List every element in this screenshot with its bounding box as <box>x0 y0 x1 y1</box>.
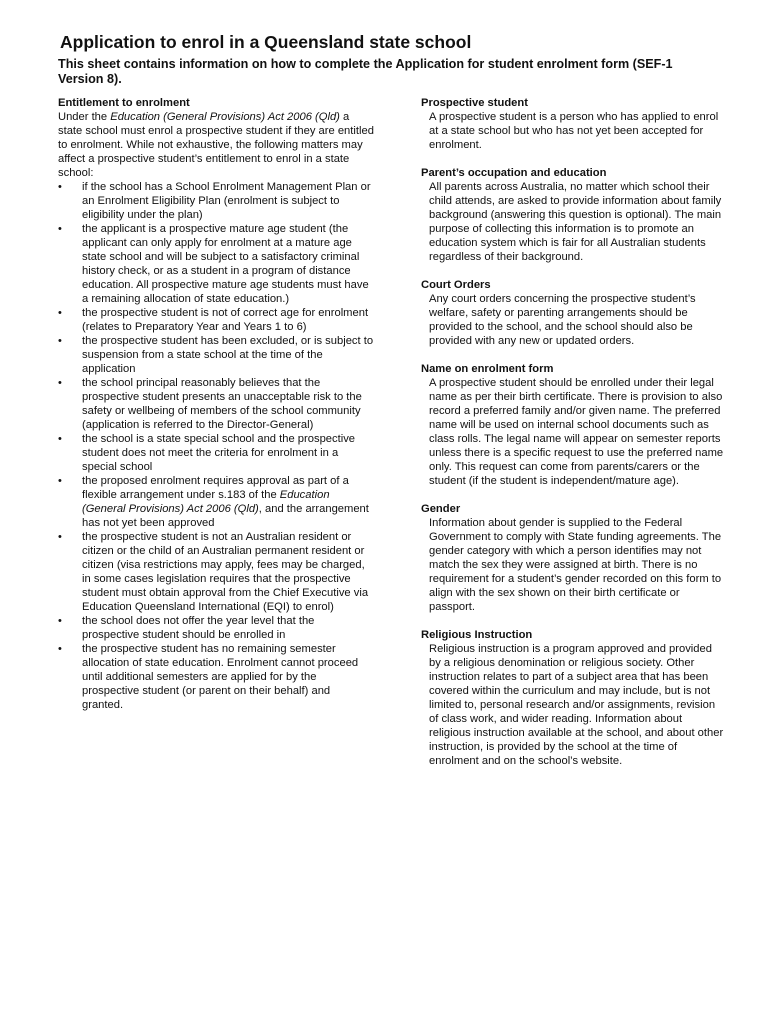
list-item: • the school does not offer the year level that the prospective student should be enrolled in <box>58 614 374 642</box>
entitlement-heading: Entitlement to enrolment <box>58 97 190 109</box>
left-column <box>58 96 374 712</box>
flex-arrangement-act: Education (General Provisions) Act 2006 (Qld) <box>82 489 330 515</box>
section-heading: Court Orders <box>421 279 491 291</box>
section-religious-instruction <box>421 628 726 768</box>
flex-arrangement-pre: the proposed enrolment requires approval as part of a flexible arrangement under s.183 of the <box>82 475 349 501</box>
entitlement-intro-act: Education (General Provisions) Act 2006 (Qld) <box>110 111 340 123</box>
page-title: Application to enrol in a Queensland state school <box>60 32 472 52</box>
section-body: All parents across Australia, no matter which school their child attends, are asked to provide information about family background (answering this question is optional). The main purpose of collecting this information is to promote an education system which is fair for all Australian students regardless of their background. <box>429 181 722 263</box>
section-heading: Name on enrolment form <box>421 363 554 375</box>
section-heading: Gender <box>421 503 461 515</box>
section-heading: Prospective student <box>421 97 528 109</box>
section-body: Religious instruction is a program approved and provided by a religious denomination or religious society. Other instruction relates to part of a subject area that has been covered within the curriculum and may include, but is not limited to, personal research and/or assignments, revision of class work, and wider reading. Information about religious instruction available at the school, and about other instruction, is provided by the school at the time of enrolment and on the school’s website. <box>429 643 724 767</box>
section-body: Information about gender is supplied to the Federal Government to comply with State funding agreements. The gender category with which a person identifies may not match the sex they were assigned at birth. There is no requirement for a student’s gender recorded on this form to align with the sex shown on their birth certificate or passport. <box>429 517 722 613</box>
section-body: A prospective student is a person who has applied to enrol at a state school but who has not yet been accepted for enrolment. <box>429 111 719 151</box>
entitlement-intro <box>58 110 374 180</box>
page-subtitle: This sheet contains information on how to complete the Application for student enrolment form (SEF-1 Version 8). <box>58 57 673 86</box>
section-heading: Parent’s occupation and education <box>421 167 607 179</box>
list-item <box>58 474 374 530</box>
list-item: • the school principal reasonably believes that the prospective student presents an unacceptable risk to the safety or wellbeing of members of the school community (application is referred to the Director-General) <box>58 376 374 432</box>
list-item: • the school is a state special school and the prospective student does not meet the criteria for enrolment in a special school <box>58 432 374 474</box>
section-body: A prospective student should be enrolled under their legal name as per their birth certificate. There is provision to also record a preferred family and/or given name. The preferred name will be used on internal school documents such as class rolls. The legal name will appear on semester reports unless there is a specific request to use the preferred name only. This request can come from parents/carers or the student (if the student is independent/mature age). <box>429 377 724 487</box>
section-name-on-form <box>421 362 726 488</box>
list-item: • the applicant is a prospective mature age student (the applicant can only apply for enrolment at a mature age state school and will be subject to a satisfactory criminal history check, or as a student in a program of distance education. All prospective mature age students must have a remaining allocation of state education.) <box>58 222 374 306</box>
entitlement-intro-post: a state school must enrol a prospective student if they are entitled to enrolment. While not exhaustive, the following matters may affect a prospective student’s entitlement to enrol in a state school: <box>58 111 374 179</box>
list-item: • the prospective student has been excluded, or is subject to suspension from a state school at the time of the application <box>58 334 374 376</box>
list-item: • if the school has a School Enrolment Management Plan or an Enrolment Eligibility Plan (enrolment is subject to eligibility under the plan) <box>58 180 374 222</box>
flex-arrangement-post: , and the arrangement has not yet been approved <box>82 503 369 529</box>
entitlement-intro-pre: Under the <box>58 111 111 123</box>
section-court-orders <box>421 278 726 348</box>
section-gender <box>421 502 726 614</box>
entitlement-list <box>58 180 374 712</box>
section-heading: Religious Instruction <box>421 629 533 641</box>
list-item: • the prospective student is not an Australian resident or citizen or the child of an Australian permanent resident or citizen (visa restrictions may apply, fees may be charged, in some cases legislation requires that the prospective student must obtain approval from the Chief Executive via Education Queensland International (EQI) to enrol) <box>58 530 374 614</box>
section-prospective-student <box>421 96 726 152</box>
section-parents-occupation <box>421 166 726 264</box>
list-item: • the prospective student has no remaining semester allocation of state education. Enrolment cannot proceed until additional semesters are applied for by the prospective student (or parent on their behalf) and granted. <box>58 642 374 712</box>
list-item: • the prospective student is not of correct age for enrolment (relates to Preparatory Year and Years 1 to 6) <box>58 306 374 334</box>
section-body: Any court orders concerning the prospective student’s welfare, safety or parenting arrangements should be provided to the school, and the school should also be provided with any new or updated orders. <box>429 293 696 347</box>
right-column <box>421 96 726 782</box>
